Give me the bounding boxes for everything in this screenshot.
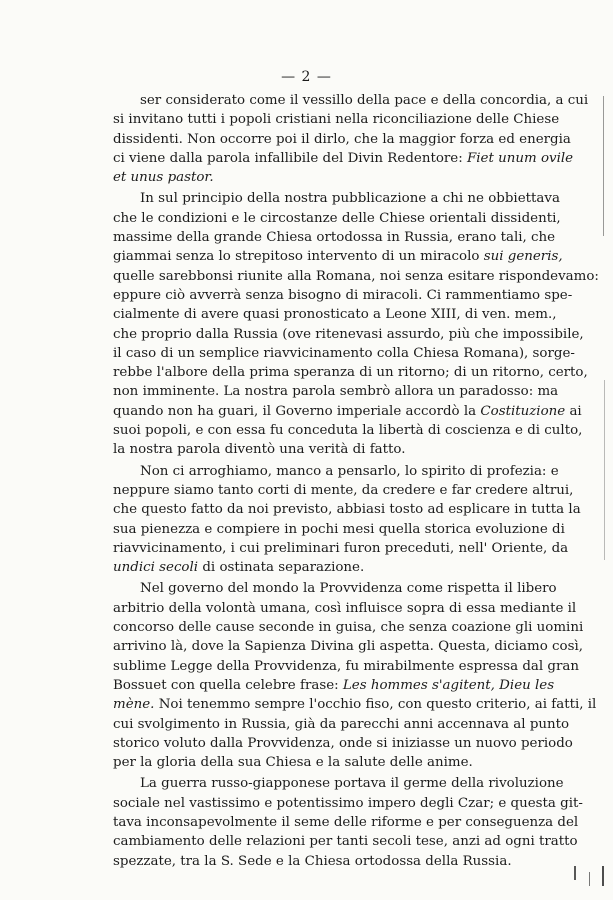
text-run: rebbe l'albore della prima speranza di un ritorno; di un ritorno, certo, — [113, 365, 588, 381]
scan-edge-line — [603, 96, 604, 236]
text-line — [113, 481, 574, 500]
text-run: sua pienezza e compiere in pochi mesi quella storica evoluzione di — [113, 521, 565, 537]
text-run: per la gloria della sua Chiesa e la salute delle anime. — [113, 755, 473, 771]
text-line — [113, 500, 581, 519]
text-line — [113, 520, 565, 539]
text-line — [113, 832, 578, 851]
text-line — [113, 382, 559, 401]
text-run: dissidenti. Non occorre poi il dirlo, che la maggior forza ed energia — [113, 131, 571, 147]
italic-run: Les hommes s'agitent, Dieu les — [342, 677, 555, 693]
text-run: eppure ciò avverrà senza bisogno di miracoli. Ci rammentiamo spe- — [113, 287, 573, 303]
page-number: — 2 — — [281, 69, 332, 85]
text-run: quando non ha guari, il Governo imperiale accordò la — [113, 403, 481, 419]
text-run: che le condizioni e le circostanze delle Chiese orientali dissidenti, — [113, 210, 561, 226]
text-run: ai — [565, 403, 582, 419]
text-run: concorso delle cause seconde in guisa, che senza coazione gli uomini — [113, 620, 584, 636]
text-line — [113, 168, 528, 187]
text-run: cambiamento delle relazioni per tanti secoli tese, anzi ad ogni tratto — [113, 834, 578, 850]
text-run: sociale nel vastissimo e potentissimo impero degli Czar; e questa git- — [113, 795, 583, 811]
italic-run: et unus pastor. — [113, 170, 214, 186]
text-line — [113, 794, 583, 813]
scan-edge-mark — [589, 872, 590, 886]
text-line — [113, 618, 584, 637]
text-line — [113, 715, 570, 734]
text-line — [113, 637, 584, 656]
text-run: ser considerato come il vessillo della pace e della concordia, a cui — [140, 93, 589, 108]
text-run: Bossuet con quella celebre frase: — [113, 677, 343, 693]
text-line — [113, 209, 561, 228]
text-line — [113, 91, 589, 110]
text-line — [113, 247, 563, 266]
text-run: di ostinata separazione. — [198, 560, 365, 576]
italic-run: Fiet unum ovile — [466, 150, 574, 166]
text-line — [113, 344, 575, 363]
text-line — [113, 462, 559, 481]
text-line — [113, 734, 573, 753]
text-run: Noi tenemmo sempre l'occhio fiso, con questo criterio, ai fatti, il — [154, 697, 597, 713]
text-run: quelle sarebbonsi riunite alla Romana, noi senza esitare rispondevamo: — [113, 268, 599, 284]
text-line — [113, 149, 574, 168]
text-run: massime della grande Chiesa ortodossa in Russia, erano tali, che — [113, 230, 556, 246]
text-run: cialmente di avere quasi pronosticato a Leone XIII, di ven. mem., — [113, 307, 557, 323]
text-run: spezzate, tra la S. Sede e la Chiesa ortodossa della Russia. — [113, 853, 512, 869]
text-line — [113, 130, 571, 149]
text-run: ci viene dalla parola infallibile del Divin Redentore: — [113, 150, 467, 166]
text-run: riavvicinamento, i cui preliminari furon preceduti, nell' Oriente, da — [113, 540, 569, 556]
text-line — [113, 676, 555, 695]
text-run: la nostra parola diventò una verità di fatto. — [113, 442, 406, 458]
text-line — [113, 753, 528, 772]
text-line — [113, 228, 556, 247]
body-text — [113, 91, 599, 871]
text-run: il caso di un semplice riavvicinamento colla Chiesa Romana), sorge- — [113, 345, 575, 361]
text-line — [113, 813, 579, 832]
text-run: che questo fatto da noi previsto, abbiasi tosto ad esplicare in tutta la — [113, 502, 581, 518]
text-run: cui svolgimento in Russia, già da parecchi anni accennava al punto — [113, 716, 570, 732]
text-line — [113, 657, 580, 676]
text-run: storico voluto dalla Provvidenza, onde si iniziasse un nuovo periodo — [113, 735, 573, 751]
italic-run: sui generis, — [483, 249, 563, 265]
italic-run: Costituzione — [480, 403, 566, 419]
text-line — [113, 189, 560, 208]
text-run: arbitrio della volontà umana, così influisce sopra di essa mediante il — [113, 600, 577, 616]
text-line — [113, 774, 564, 793]
text-run: sublime Legge della Provvidenza, fu mirabilmente espressa dal gran — [113, 658, 580, 674]
text-run: Non ci arroghiamo, manco a pensarlo, lo spirito di profezia: e — [140, 463, 559, 479]
text-line — [113, 539, 569, 558]
italic-run: undici secoli — [113, 560, 199, 576]
text-run: In sul principio della nostra pubblicazione a chi ne obbiettava — [140, 191, 560, 207]
text-line — [113, 421, 583, 440]
text-line — [113, 305, 557, 324]
text-run: La guerra russo-giapponese portava il germe della rivoluzione — [140, 776, 564, 792]
text-line — [113, 599, 577, 618]
text-run: non imminente. La nostra parola sembrò allora un paradosso: ma — [113, 384, 559, 400]
text-line — [113, 558, 528, 577]
text-run: suoi popoli, e con essa fu conceduta la libertà di coscienza e di culto, — [113, 423, 583, 439]
text-run: neppure siamo tanto corti di mente, da credere e far credere altrui, — [113, 482, 574, 498]
scan-edge-mark — [602, 866, 604, 886]
text-run: si invitano tutti i popoli cristiani nella riconciliazione delle Chiese — [113, 112, 560, 128]
text-run: giammai senza lo strepitoso intervento di un miracolo — [113, 249, 484, 265]
text-run: Nel governo del mondo la Provvidenza come rispetta il libero — [140, 581, 557, 597]
text-run: tava inconsapevolmente il seme delle riforme e per conseguenza del — [113, 814, 579, 830]
text-line — [113, 579, 557, 598]
italic-run: mène. — [113, 697, 155, 713]
text-line — [113, 402, 582, 421]
text-line — [113, 267, 599, 286]
text-line — [113, 286, 573, 305]
text-line — [113, 363, 588, 382]
text-line — [113, 440, 528, 459]
text-line — [113, 695, 597, 714]
text-run: che proprio dalla Russia (ove ritenevasi assurdo, più che impossibile, — [113, 326, 584, 342]
text-line — [113, 852, 528, 871]
scan-edge-line — [604, 380, 605, 560]
text-line — [113, 325, 584, 344]
scan-edge-mark — [574, 866, 576, 880]
text-line — [113, 110, 560, 129]
text-run: arrivino là, dove la Sapienza Divina gli aspetta. Questa, diciamo così, — [113, 639, 584, 655]
